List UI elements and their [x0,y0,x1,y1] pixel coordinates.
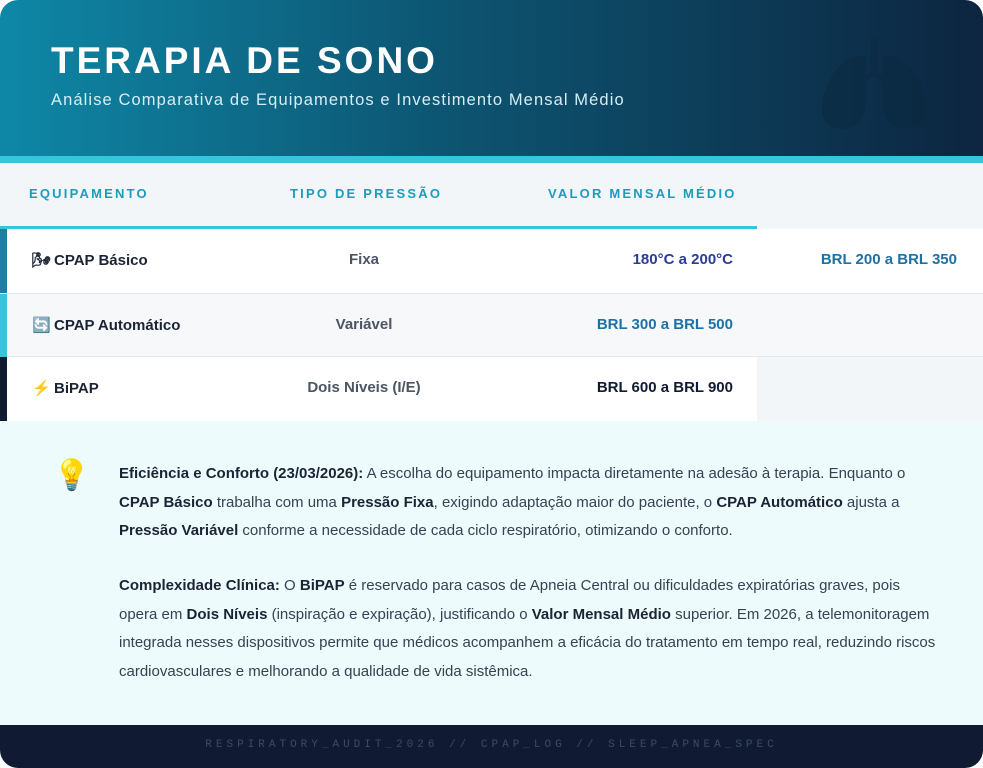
header-accent-stripe [0,156,983,163]
note-text: O [279,577,300,594]
refresh-icon: 🔄 [32,317,51,334]
table-row [0,293,983,357]
pressure-cell: Variável [335,316,393,333]
equipment-name: BiPAP [54,380,99,397]
row-side-panel [757,357,983,421]
note-text: trabalha com uma [212,493,342,511]
note-emphasis: CPAP Básico [119,493,213,511]
value-cell: 180°C a 200°C [632,251,733,268]
note-text: ajusta a [842,493,900,511]
row-accent-bar [0,357,7,421]
value-cell: BRL 600 a BRL 900 [596,379,733,396]
row-accent-bar [0,294,7,358]
note-emphasis: Valor Mensal Médio [531,605,671,623]
equipment-name: CPAP Básico [54,252,148,269]
table-row [0,357,983,421]
header-banner [0,0,983,156]
table-row [0,229,983,293]
note-heading: Complexidade Clínica: [119,577,280,594]
note-text: conforme a necessidade de cada ciclo respiratório, otimizando o conforto. [238,522,733,539]
note-emphasis: BiPAP [299,577,345,594]
note-emphasis: CPAP Automático [716,493,843,511]
note-text: superior. Em 2026, a telemonitoragem integrada nesses dispositivos permite que médicos acompanhem a eficácia do tratamento em tempo real, reduzindo riscos cardiovasculares e melhorando a qualidade de vida sistêmica. [119,605,936,680]
equipment-cell [32,379,99,397]
equipment-name: CPAP Automático [54,317,181,334]
lungs-icon [818,34,930,134]
table-header [0,163,983,228]
note-emphasis: Pressão Fixa [341,493,434,511]
equipment-cell [32,251,148,269]
note-paragraph-efficiency [119,460,939,546]
page-subtitle: Análise Comparativa de Equipamentos e Investimento Mensal Médio [51,91,625,109]
note-text: , exigindo adaptação maior do paciente, o [433,493,717,511]
column-header-tipo-de-pressao: TIPO DE PRESSÃO [290,186,443,201]
value-cell: BRL 300 a BRL 500 [596,316,733,333]
note-text: A escolha do equipamento impacta diretamente na adesão à terapia. Enquanto o [363,465,906,482]
row-accent-bar [0,229,7,293]
note-emphasis: Pressão Variável [119,522,239,539]
note-paragraph-complexity [119,572,939,686]
footer-code: RESPIRATORY_AUDIT_2026 // CPAP_LOG // SLEEP_APNEA_SPEC [205,739,778,751]
note-text: é reservado para casos de Apneia Central ou dificuldades expiratórias graves, pois opera em [119,577,900,623]
note-emphasis: Dois Níveis [186,605,268,623]
extra-value-cell: BRL 200 a BRL 350 [820,251,957,268]
pressure-cell: Dois Níveis (I/E) [307,379,421,396]
note-heading: Eficiência e Conforto (23/03/2026): [119,465,364,482]
pressure-cell: Fixa [348,251,379,268]
equipment-cell [32,316,180,334]
lightning-icon: ⚡ [32,380,51,397]
lightbulb-icon: 💡 [53,459,91,492]
page-title: TERAPIA DE SONO [51,40,438,81]
wind-icon: 🌬 [32,252,52,269]
column-header-valor-mensal-medio: VALOR MENSAL MÉDIO [548,186,737,201]
column-header-equipamento: EQUIPAMENTO [29,186,149,201]
note-text: (inspiração e expiração), justificando o [267,605,532,623]
footer-bar [0,725,983,768]
